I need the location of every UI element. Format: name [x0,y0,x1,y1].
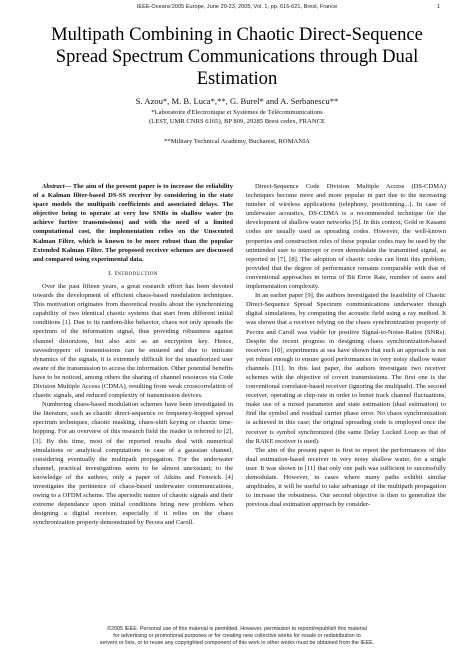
running-head: IEEE-Oceans'2005 Europe, June 20-23, 2005, Vol. 1, pp. 616-621, Brest, France [136,4,338,10]
abstract-text: — The aim of the present paper is to increase the reliability of a Kalman filter-based DS-SS receiver by considering in the state space models the multipath coefficients and associated delays. The objective being to operate at very low SNRs in shallow water (to achieve furtive transmissions) and with the need of a limited computational cost, the implementation relies on the Unscented Kalman Filter, which is known to be more robust than the popular Extended Kalman Filter. The proposed receiver schemes are discussed and compared using experimental data. [33,183,233,263]
section-heading-introduction: I. Introduction [108,269,158,277]
paper-title: Multipath Combining in Chaotic Direct-Sequence Spread Spectrum Communications through Dual Estimation [51,24,423,89]
abstract-label: Abstract [42,183,65,190]
affiliation-line-3: **Military Technical Academy, Bucharest, ROMANIA [164,138,310,145]
right-column [246,182,446,509]
author-list: S. Azou*, M. B. Luca*,**, G. Burel* and A. Serbanescu** [135,96,339,106]
body-paragraph: Numbering chaos-based modulation schemes have been investigated in the literature, such as chaotic direct-sequence or frequency-hopped spread spectrum techniques, chaotic masking, chaos-shift keying or chaotic time-hopping. For an overview of this research field the reader is referred to [2], [3]. By this time, most of the reported results deal with numerical simulations or analytical computations in case of a gaussian channel, considering eventually the multipath propagation. For the underwater channel, practical investigations seem to be almost unexistant; to the knowledge of the authors, only a paper of Atkins and Fenwick [4] investigates the pertinence of chaos-based underwater communications, owing to a OFDM scheme. The aperiodic nature of chaotic signals and their extreme dependance upon initial conditions bring new problem when designing a digital receiver, especially if it relies on the chaos synchronization property demonstrated by Pecora and Caroll. [33,401,233,527]
footer-line: for advertising or promotional purposes or for creating new collective works for resale or redistribution to [113,633,361,640]
body-paragraph: Over the past fifteen years, a great research effort has been devoted towards the development of efficient chaos-based modulation techniques. This motivation originates from theoretical results about the synchronizing capability of two identical chaotic systems that start from different initial conditions [1]. Due to its random-like behavior, chaos not only spreads the spectrum of the information signal, thus providing robustness against channel distorsions, but also acts as an encryption key. Hence, eavesdroppers of transmissions can be ensured and due to intricate dynamics of the signals, it is extremely difficult for the unauthorized user aware of the transmission to access the information. Other potential benefits have to be noticed, among others the sharing of channel resources via Code Division Multiple Access (CDMA), resulting from weak crosscorrelation of chaotic signals, and reduced complexity of transmission devices. [33,282,233,400]
left-column [33,182,233,527]
footer-line: ©2005 IEEE. Personal use of this material is permitted. However, permission to reprint/republish this material [107,626,367,632]
body-paragraph: In an earlier paper [9], the authors investigated the feasibility of Chaotic Direct-Sequence Spread Spectrum communications underwater though digital simulations, by computing the acoustic field using a ray method. It was shown that a receiver relying on the chaos synchronization property of Pecora and Caroll was viable for positive Signal-to-Noise-Ratios (SNRs). Despite the recent progress in designing chaos synchronization-based receivers [10], experiments at sea have shown that such an approach is not yet robust enough to ensure good performances in very noisy shallow water channels [11]. In this last paper, the authors investigate two receiver schemes with the objective of covert transmissions. The first one is the conventional correlator-based receiver (ignoring the multipath). The second receiver, operating at chip-rate in order to better track channel fluctuations, make use of a mixed parameter and state estimation (dual estimation) to find the symbol and residual carrier phase error. No chaos synchronization is achieved in this case; the original spreading code is employed once the receiver is symbol synchronized (the same Delay Locked Loop as that of the RAKE receiver is used). [246,292,446,445]
page-number: 1 [436,4,440,10]
abstract [33,182,233,264]
copyright-footer [0,626,474,648]
affiliation-line-2: (LEST, UMR CNRS 6165), BP 809, 29285 Brest cedex, FRANCE [148,118,326,125]
body-paragraph: The aim of the present paper is first to report the performances of this dual estimation-based receiver in very noisy shallow water, for a single user. It was shown in [11] that only one path was sufficient to successfully demodulate. However, in cases where many paths exhibit similar amplitudes, it will be useful to take advantage of the multipath propagation to increase the robustness. Our second objective is then to generalize the previous dual estimation approach by consider- [246,446,446,509]
footer-line: servers or lists, or to reuse any copyrighted component of this work in other works must be obtained from the IEEE. [99,640,375,647]
affiliation-line-1: *Laboratoire d'Electronique et Systèmes de Télécommunications [151,109,323,116]
body-paragraph: Direct-Sequence Code Division Multiple Access (DS-CDMA) techniques become more and more popular in part due to the increasing number of wireless applications (telephony, positionning...). In case of underwater acoustics, DS-CDMA is a recommended technique for the development of shallow water networks [5]. In this context, Gold or Kasami codes are usually used as spreading codes. However, the well-known properties and construction rules of these popular codes may be used by the unintended user to intercept or even demodulate the transmitted signal, as reported in [7], [8]. The adoption of chaotic codes can limit this problem, provided that the degree of performance remains comparable with that of conventional approaches in terms of Bit Error Rate, number of users and implementation complexity. [246,183,446,291]
